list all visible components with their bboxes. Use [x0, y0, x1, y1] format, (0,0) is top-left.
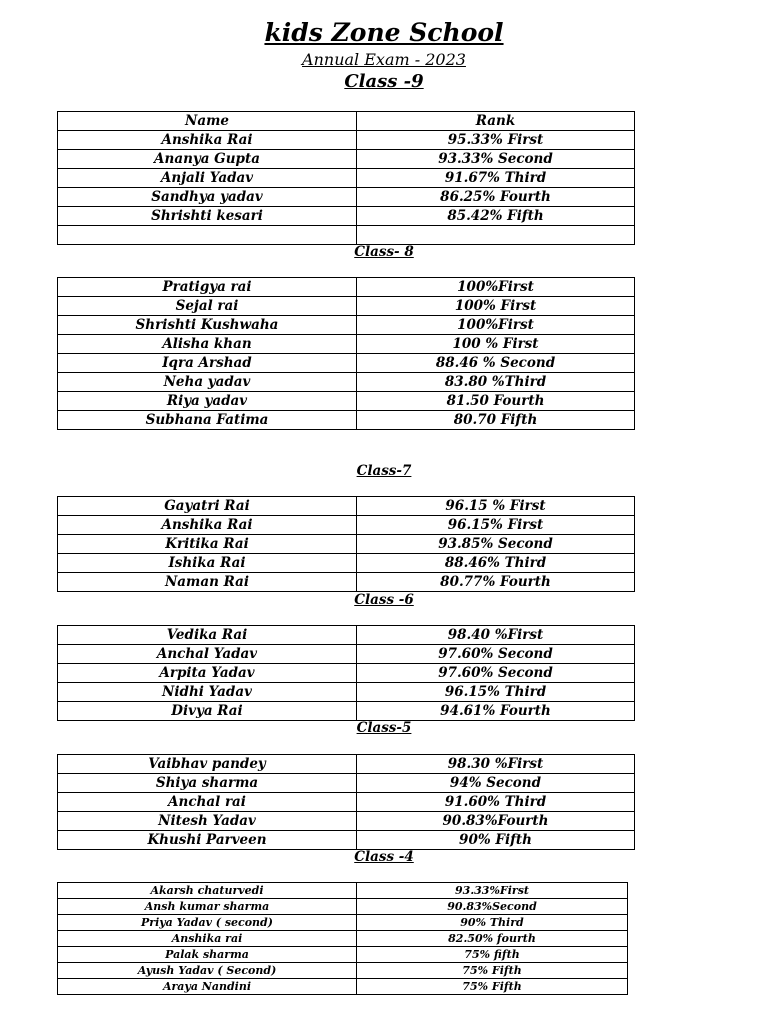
class-6-table: [57, 625, 635, 721]
table-row: [58, 963, 628, 979]
student-rank: 75% Fifth: [357, 963, 628, 979]
student-rank: 82.50% fourth: [357, 931, 628, 947]
student-rank: 98.30 %First: [357, 755, 635, 774]
table-row: [58, 207, 635, 226]
student-rank: 88.46 % Second: [357, 354, 635, 373]
table-row: [58, 392, 635, 411]
table-row: [58, 793, 635, 812]
student-rank: 88.46% Third: [357, 554, 635, 573]
table-row: [58, 554, 635, 573]
student-rank: 90% Third: [357, 915, 628, 931]
exam-title: Annual Exam - 2023: [302, 50, 466, 69]
table-row: [58, 931, 628, 947]
student-name: Sandhya yadav: [58, 188, 357, 207]
table-row: [58, 626, 635, 645]
student-rank: 93.33% Second: [357, 150, 635, 169]
student-rank: 96.15% Third: [357, 683, 635, 702]
student-name: Subhana Fatima: [58, 411, 357, 430]
student-rank: 75% fifth: [357, 947, 628, 963]
student-name: Ayush Yadav ( Second): [58, 963, 357, 979]
student-name: Nidhi Yadav: [58, 683, 357, 702]
student-rank: 96.15 % First: [357, 497, 635, 516]
student-rank: 100 % First: [357, 335, 635, 354]
table-row: [58, 278, 635, 297]
class-8-heading: Class- 8: [354, 244, 414, 260]
student-name: Ansh kumar sharma: [58, 899, 357, 915]
student-rank: 90% Fifth: [357, 831, 635, 850]
student-name: Pratigya rai: [58, 278, 357, 297]
student-name: [58, 226, 357, 245]
student-rank: 100% First: [357, 297, 635, 316]
table-row: [58, 150, 635, 169]
class-8-table: [57, 277, 635, 430]
student-rank: 90.83%Second: [357, 899, 628, 915]
student-rank: 85.42% Fifth: [357, 207, 635, 226]
class-9-heading: Class -9: [344, 71, 424, 92]
student-rank: 97.60% Second: [357, 645, 635, 664]
student-rank: 83.80 %Third: [357, 373, 635, 392]
student-name: Anchal Yadav: [58, 645, 357, 664]
student-name: Priya Yadav ( second): [58, 915, 357, 931]
table-row: [58, 979, 628, 995]
table-row: [58, 316, 635, 335]
student-name: Alisha khan: [58, 335, 357, 354]
student-rank: 95.33% First: [357, 131, 635, 150]
table-row: [58, 774, 635, 793]
table-header-row: [58, 112, 635, 131]
table-row: [58, 411, 635, 430]
table-row: [58, 535, 635, 554]
table-row: [58, 188, 635, 207]
student-name: Palak sharma: [58, 947, 357, 963]
student-name: Vedika Rai: [58, 626, 357, 645]
table-row: [58, 915, 628, 931]
student-name: Divya Rai: [58, 702, 357, 721]
student-rank: [357, 226, 635, 245]
student-rank: 90.83%Fourth: [357, 812, 635, 831]
student-name: Iqra Arshad: [58, 354, 357, 373]
student-name: Shrishti Kushwaha: [58, 316, 357, 335]
student-rank: 97.60% Second: [357, 664, 635, 683]
student-rank: 81.50 Fourth: [357, 392, 635, 411]
student-rank: 86.25% Fourth: [357, 188, 635, 207]
student-name: Anshika Rai: [58, 131, 357, 150]
student-rank: 93.85% Second: [357, 535, 635, 554]
table-row: [58, 169, 635, 188]
student-rank: 91.67% Third: [357, 169, 635, 188]
name-column-header: Name: [58, 112, 357, 131]
table-row: [58, 755, 635, 774]
table-row: [58, 812, 635, 831]
student-name: Araya Nandini: [58, 979, 357, 995]
table-row: [58, 516, 635, 535]
student-name: Nitesh Yadav: [58, 812, 357, 831]
student-rank: 94% Second: [357, 774, 635, 793]
student-rank: 96.15% First: [357, 516, 635, 535]
student-rank: 98.40 %First: [357, 626, 635, 645]
table-row: [58, 883, 628, 899]
table-row: [58, 702, 635, 721]
table-row: [58, 573, 635, 592]
student-name: Ananya Gupta: [58, 150, 357, 169]
class-5-heading: Class-5: [356, 720, 412, 736]
rank-column-header: Rank: [357, 112, 635, 131]
student-name: Ishika Rai: [58, 554, 357, 573]
table-row: [58, 297, 635, 316]
student-rank: 94.61% Fourth: [357, 702, 635, 721]
school-title: kids Zone School: [264, 18, 504, 47]
table-row: [58, 947, 628, 963]
class-4-table: [57, 882, 628, 995]
student-name: Anchal rai: [58, 793, 357, 812]
table-row: [58, 497, 635, 516]
student-name: Shrishti kesari: [58, 207, 357, 226]
student-name: Khushi Parveen: [58, 831, 357, 850]
class-9-table: [57, 111, 635, 245]
student-rank: 91.60% Third: [357, 793, 635, 812]
table-row: [58, 335, 635, 354]
table-row: [58, 645, 635, 664]
student-rank: 80.77% Fourth: [357, 573, 635, 592]
student-name: Arpita Yadav: [58, 664, 357, 683]
table-row: [58, 131, 635, 150]
student-rank: 93.33%First: [357, 883, 628, 899]
student-name: Anjali Yadav: [58, 169, 357, 188]
student-name: Anshika rai: [58, 931, 357, 947]
class-5-table: [57, 754, 635, 850]
student-name: Neha yadav: [58, 373, 357, 392]
student-name: Kritika Rai: [58, 535, 357, 554]
class-4-heading: Class -4: [354, 849, 414, 865]
table-row: [58, 354, 635, 373]
table-row: [58, 226, 635, 245]
table-row: [58, 899, 628, 915]
student-name: Anshika Rai: [58, 516, 357, 535]
student-rank: 100%First: [357, 316, 635, 335]
class-7-heading: Class-7: [356, 463, 412, 479]
table-row: [58, 683, 635, 702]
student-name: Naman Rai: [58, 573, 357, 592]
table-row: [58, 831, 635, 850]
student-name: Sejal rai: [58, 297, 357, 316]
student-name: Vaibhav pandey: [58, 755, 357, 774]
student-rank: 80.70 Fifth: [357, 411, 635, 430]
student-rank: 75% Fifth: [357, 979, 628, 995]
student-rank: 100%First: [357, 278, 635, 297]
table-row: [58, 373, 635, 392]
student-name: Gayatri Rai: [58, 497, 357, 516]
table-row: [58, 664, 635, 683]
student-name: Riya yadav: [58, 392, 357, 411]
student-name: Shiya sharma: [58, 774, 357, 793]
class-7-table: [57, 496, 635, 592]
class-6-heading: Class -6: [354, 592, 414, 608]
student-name: Akarsh chaturvedi: [58, 883, 357, 899]
